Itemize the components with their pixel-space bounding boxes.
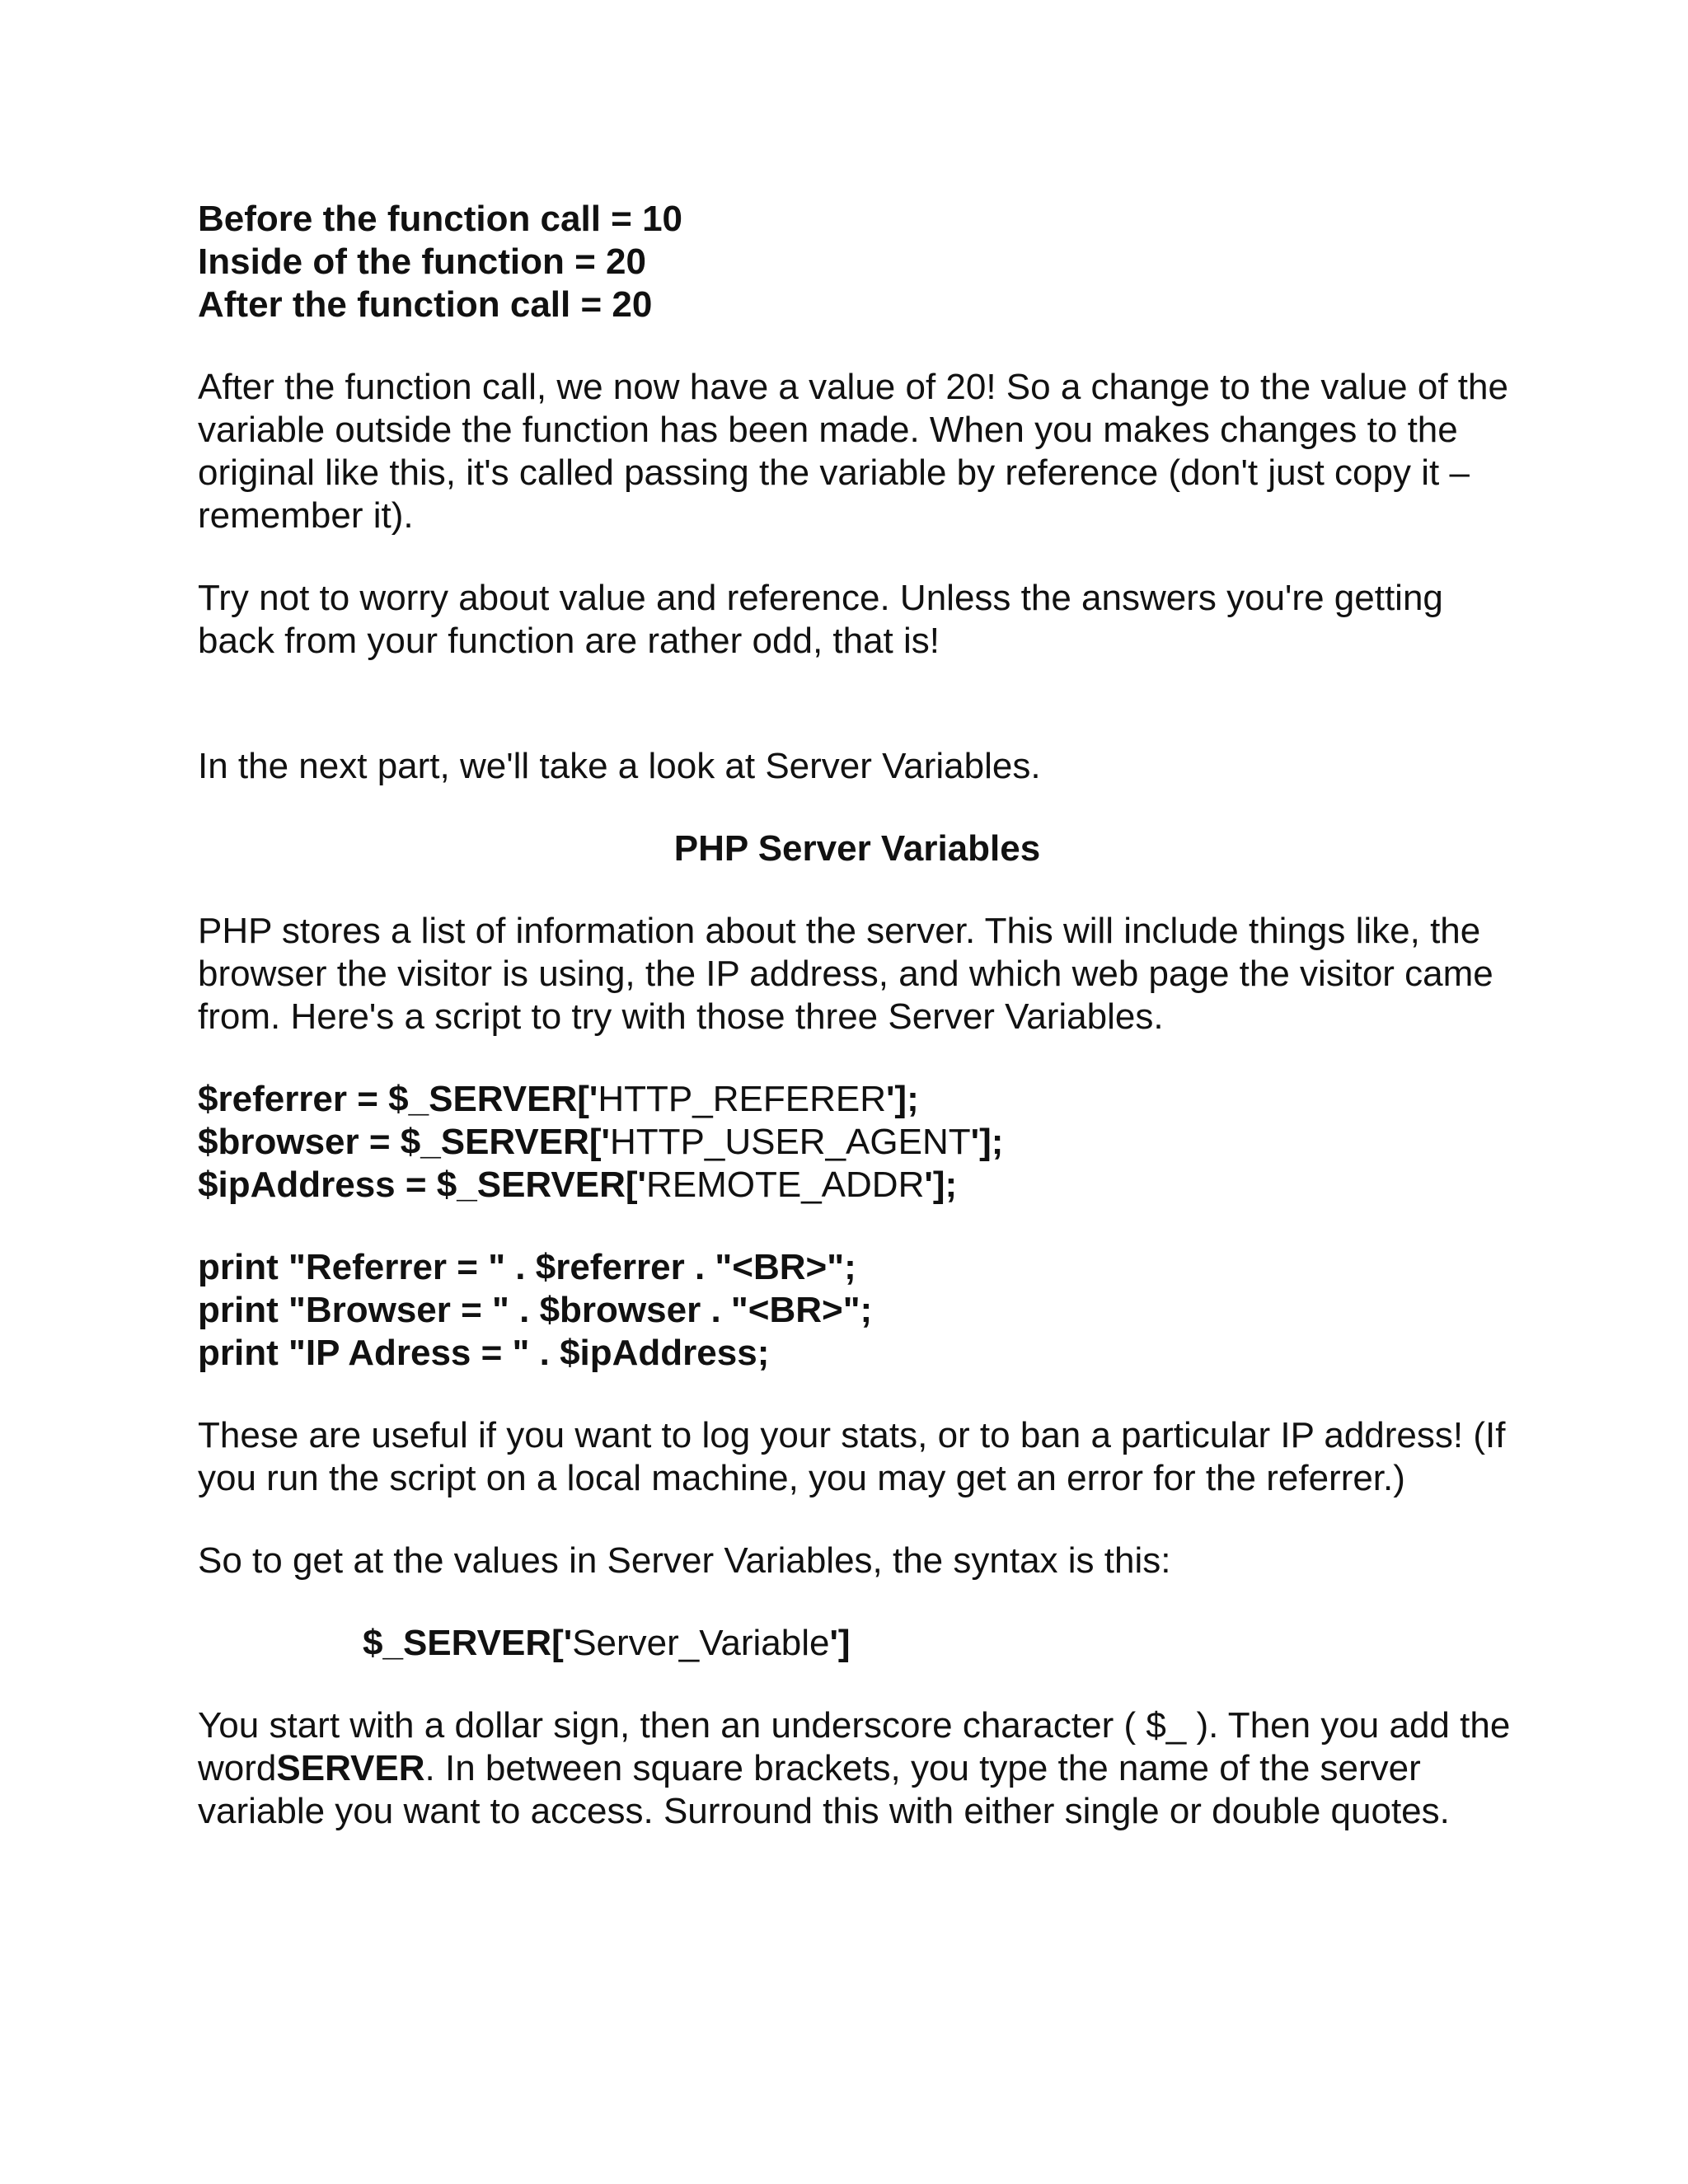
page-content bbox=[198, 198, 1517, 1833]
paragraph-try-not: Try not to worry about value and reference. Unless the answers you're getting back from your function are rather odd, that is! bbox=[198, 578, 1443, 661]
paragraph-next-part: In the next part, we'll take a look at Server Variables. bbox=[198, 746, 1041, 786]
code-assign-referrer bbox=[198, 1078, 1517, 1121]
section-heading: PHP Server Variables bbox=[673, 828, 1041, 869]
paragraph-dollar-after: . In between square brackets, you type the name of the server variable you want to access. Surround this with either single or double quotes. bbox=[198, 1748, 1450, 1831]
syntax-suffix: '] bbox=[829, 1623, 851, 1663]
paragraph-php-stores: PHP stores a list of information about the server. This will include things like, the browser the visitor is using, the IP address, and which web page the visitor came from. Here's a script to try with those three Server Variables. bbox=[198, 911, 1493, 1037]
code-prefix: $referrer = $_SERVER[' bbox=[198, 1079, 598, 1119]
paragraph-syntax-intro: So to get at the values in Server Variables, the syntax is this: bbox=[198, 1540, 1171, 1581]
code-suffix: ']; bbox=[970, 1122, 1004, 1162]
syntax-literal: Server_Variable bbox=[572, 1623, 830, 1663]
output-line-after: After the function call = 20 bbox=[198, 284, 653, 325]
syntax-prefix: $_SERVER[' bbox=[363, 1623, 573, 1663]
paragraph-useful: These are useful if you want to log your stats, or to ban a particular IP address! (If you run the script on a local machine, you may get an error for the referrer.) bbox=[198, 1415, 1506, 1498]
code-literal: REMOTE_ADDR bbox=[645, 1165, 925, 1205]
paragraph-dollar-before: You start with a dollar sign, then an underscore character ( $_ ). Then you add the word bbox=[198, 1705, 1511, 1788]
code-suffix: ']; bbox=[924, 1165, 958, 1205]
code-literal: HTTP_USER_AGENT bbox=[609, 1122, 971, 1162]
output-line-inside: Inside of the function = 20 bbox=[198, 241, 646, 282]
syntax-example bbox=[363, 1622, 1517, 1665]
code-print-ip: print "IP Adress = " . $ipAddress; bbox=[198, 1333, 770, 1373]
code-assign-ipaddress bbox=[198, 1164, 1517, 1207]
paragraph-dollar-bold: SERVER bbox=[276, 1748, 425, 1788]
code-prefix: $ipAddress = $_SERVER[' bbox=[198, 1165, 646, 1205]
code-suffix: ']; bbox=[885, 1079, 919, 1119]
code-assign-browser bbox=[198, 1121, 1517, 1164]
code-prefix: $browser = $_SERVER[' bbox=[198, 1122, 610, 1162]
output-line-before: Before the function call = 10 bbox=[198, 199, 683, 239]
code-print-browser: print "Browser = " . $browser . "<BR>"; bbox=[198, 1290, 873, 1330]
code-literal: HTTP_REFERER bbox=[598, 1079, 886, 1119]
paragraph-dollar-sign bbox=[198, 1704, 1517, 1833]
paragraph-after-call: After the function call, we now have a value of 20! So a change to the value of the variable outside the function has been made. When you makes changes to the original like this, it's called passing the variable by reference (don't just copy it – remember it). bbox=[198, 367, 1508, 536]
code-print-referrer: print "Referrer = " . $referrer . "<BR>"; bbox=[198, 1247, 856, 1287]
